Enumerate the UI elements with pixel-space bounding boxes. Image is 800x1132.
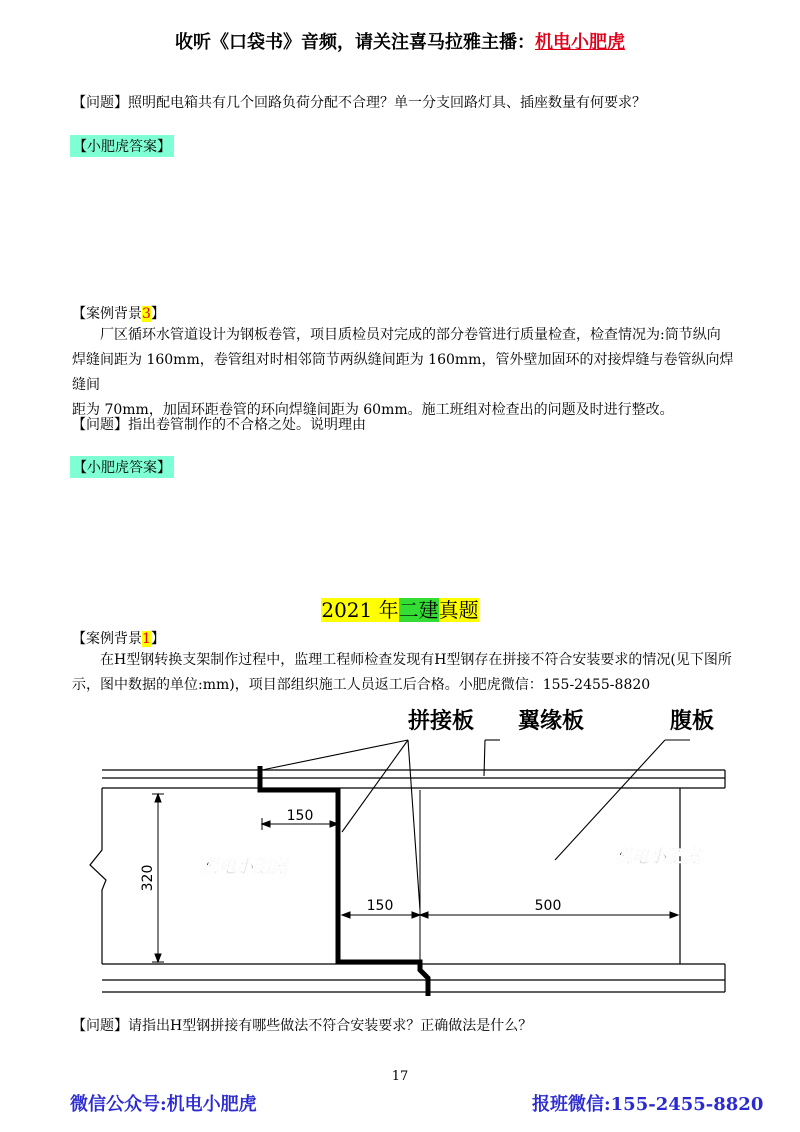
splice-weld-line xyxy=(260,766,428,996)
question-text: 请指出H型钢拼接有哪些做法不符合安装要求？正确做法是什么？ xyxy=(128,1018,533,1034)
case-tag-open: 【案例背景 xyxy=(72,631,142,647)
case3-line-3: 距为 70mm，加固环距卷管的环向焊缝间距为 60mm。施工班组对检查出的问题及时进行整改。 xyxy=(72,402,674,418)
dim-150-bottom: 150 xyxy=(366,898,394,914)
section-title-2021 xyxy=(0,594,800,623)
label-web-plate: 腹板 xyxy=(670,709,715,734)
header-anchor-link[interactable]: 机电小肥虎 xyxy=(535,32,625,53)
case-tag-open: 【案例背景 xyxy=(72,306,142,322)
case3-line-1: 厂区循环水管道设计为钢板卷管，项目质检员对完成的部分卷管进行质量检查，检查情况为:筒节纵向 xyxy=(100,327,721,343)
question-2 xyxy=(72,414,366,434)
question-tag: 【问题】 xyxy=(72,417,128,433)
page-number: 17 xyxy=(391,1069,409,1084)
answer-tag-1: 【小肥虎答案】 xyxy=(70,135,174,157)
case3-paragraph xyxy=(72,323,742,423)
question-3 xyxy=(72,1015,532,1035)
title-part-2: 二建 xyxy=(398,598,439,622)
case-number: 1 xyxy=(142,631,151,647)
h-beam-splice-figure xyxy=(80,700,740,1010)
case1-heading xyxy=(72,628,165,648)
case1-line-1: 在H型钢转换支架制作过程中，监理工程师检查发现有H型钢存在拼接不符合安装要求的情况(见下图所 xyxy=(100,652,732,668)
case-tag-close: 】 xyxy=(150,306,165,322)
question-tag: 【问题】 xyxy=(72,1018,128,1034)
dim-320: 320 xyxy=(140,864,156,892)
case1-line-2: 示，图中数据的单位:mm)，项目部组织施工人员返工后合格。小肥虎微信：155-2455-8820 xyxy=(72,677,651,693)
question-tag: 【问题】 xyxy=(72,95,128,111)
case3-line-2: 焊缝间距为 160mm，卷管组对时相邻筒节两纵缝间距为 160mm，管外壁加固环的对接焊缝与卷管纵向焊缝间 xyxy=(72,352,734,393)
question-text: 指出卷管制作的不合格之处。说明理由 xyxy=(128,417,366,433)
footer-wechat-account: 微信公众号:机电小肥虎 xyxy=(70,1094,257,1115)
title-part-1: 2021 年 xyxy=(321,598,399,622)
title-part-3: 真题 xyxy=(438,598,479,622)
dim-150-top: 150 xyxy=(286,808,314,824)
page-header xyxy=(0,28,800,54)
dim-500: 500 xyxy=(534,898,562,914)
watermark-right: 机电小肥虎 xyxy=(615,847,700,867)
footer-signup-wechat: 报班微信:155-2455-8820 xyxy=(532,1094,764,1115)
case-tag-close: 】 xyxy=(150,631,165,647)
answer-tag-2: 【小肥虎答案】 xyxy=(70,456,174,478)
case-number: 3 xyxy=(142,306,151,322)
question-text: 照明配电箱共有几个回路负荷分配不合理？单一分支回路灯具、插座数量有何要求？ xyxy=(128,95,646,111)
question-1 xyxy=(72,92,646,112)
case3-heading xyxy=(72,303,165,323)
label-flange-plate: 翼缘板 xyxy=(518,709,585,734)
watermark-left: 机电小肥虎 xyxy=(202,857,287,877)
label-splice-plate: 拼接板 xyxy=(408,709,475,734)
header-prefix: 收听《口袋书》音频，请关注喜马拉雅主播： xyxy=(175,32,535,53)
case1-paragraph xyxy=(72,648,742,698)
